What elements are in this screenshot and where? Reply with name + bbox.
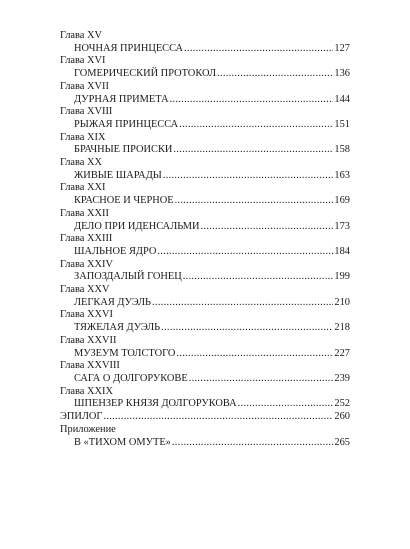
page-number: 184 — [334, 245, 350, 257]
page-number: 239 — [334, 372, 350, 384]
toc-entry-23[interactable] — [60, 246, 350, 259]
appendix-title: В «ТИХОМ ОМУТЕ» — [74, 436, 171, 448]
toc-entry-16[interactable] — [60, 68, 350, 81]
chapter-title: РЫЖАЯ ПРИНЦЕССА — [74, 118, 179, 130]
page-number: 199 — [334, 271, 350, 283]
chapter-title: ШАЛЬНОЕ ЯДРО — [74, 245, 157, 257]
chapter-heading-25: Глава XXV — [60, 284, 110, 296]
chapter-title: ЛЕГКАЯ ДУЭЛЬ — [74, 296, 152, 308]
page-number: 260 — [334, 411, 350, 423]
toc-entry-25[interactable] — [60, 297, 350, 310]
toc-entry-appendix[interactable] — [60, 437, 350, 450]
chapter-title: ЗАПОЗДАЛЫЙ ГОНЕЦ — [74, 271, 182, 283]
toc-entry-28[interactable] — [60, 373, 350, 386]
toc-entry-18[interactable] — [60, 119, 350, 132]
chapter-heading-17: Глава XVII — [60, 80, 109, 92]
toc-entry-15[interactable] — [60, 43, 350, 56]
toc-entry-19[interactable] — [60, 144, 350, 157]
chapter-heading-29: Глава XXIX — [60, 385, 113, 397]
dot-leader — [172, 437, 334, 450]
page-number: 265 — [334, 436, 350, 448]
page-number: 210 — [334, 296, 350, 308]
toc-entry-21[interactable] — [60, 195, 350, 208]
dot-leader — [183, 271, 334, 284]
page-number: 252 — [334, 398, 350, 410]
dot-leader — [161, 322, 333, 335]
toc-entry-22[interactable] — [60, 221, 350, 234]
page-number: 151 — [334, 118, 350, 130]
table-of-contents — [60, 30, 350, 449]
chapter-heading-20: Глава XX — [60, 157, 103, 169]
appendix-heading: Приложение — [60, 423, 116, 435]
page-number: 136 — [334, 68, 350, 80]
page-number: 169 — [334, 195, 350, 207]
page-number: 163 — [334, 169, 350, 181]
dot-leader — [152, 297, 333, 310]
dot-leader — [157, 246, 333, 259]
chapter-heading-28: Глава XXVIII — [60, 360, 120, 372]
chapter-heading-24: Глава XXIV — [60, 258, 113, 270]
chapter-title: ГОМЕРИЧЕСКИЙ ПРОТОКОЛ — [74, 68, 217, 80]
chapter-heading-21: Глава XXI — [60, 182, 106, 194]
dot-leader — [170, 94, 334, 107]
chapter-title: КРАСНОЕ И ЧЕРНОЕ — [74, 195, 174, 207]
dot-leader — [201, 221, 334, 234]
page-number: 173 — [334, 220, 350, 232]
toc-entry-29[interactable] — [60, 398, 350, 411]
epilogue-title: ЭПИЛОГ — [60, 411, 103, 423]
dot-leader — [175, 195, 334, 208]
dot-leader — [179, 119, 333, 132]
dot-leader — [176, 348, 333, 361]
chapter-title: САГА О ДОЛГОРУКОВЕ — [74, 372, 188, 384]
chapter-heading-19: Глава XIX — [60, 131, 106, 143]
chapter-heading-23: Глава XXIII — [60, 233, 113, 245]
dot-leader — [217, 68, 333, 81]
chapter-title: ШПЕНЗЕР КНЯЗЯ ДОЛГОРУКОВА — [74, 398, 237, 410]
page-number: 127 — [334, 42, 350, 54]
chapter-title: ДЕЛО ПРИ ИДЕНСАЛЬМИ — [74, 220, 200, 232]
dot-leader — [189, 373, 334, 386]
dot-leader — [238, 398, 334, 411]
chapter-heading-16: Глава XVI — [60, 55, 106, 67]
toc-entry-20[interactable] — [60, 170, 350, 183]
toc-entry-26[interactable] — [60, 322, 350, 335]
chapter-heading-18: Глава XVIII — [60, 106, 113, 118]
toc-entry-27[interactable] — [60, 348, 350, 361]
page-number: 227 — [334, 347, 350, 359]
chapter-heading-15: Глава XV — [60, 30, 103, 41]
chapter-title: ЖИВЫЕ ШАРАДЫ — [74, 169, 162, 181]
toc-entry-17[interactable] — [60, 94, 350, 107]
chapter-title: БРАЧНЫЕ ПРОИСКИ — [74, 144, 173, 156]
page-number: 144 — [334, 93, 350, 105]
chapter-heading-22: Глава XXII — [60, 207, 109, 219]
chapter-title: НОЧНАЯ ПРИНЦЕССА — [74, 42, 184, 54]
dot-leader — [173, 144, 333, 157]
dot-leader — [184, 43, 333, 56]
page-number: 158 — [334, 144, 350, 156]
dot-leader — [163, 170, 334, 183]
dot-leader — [103, 411, 333, 424]
chapter-title: МУЗЕУМ ТОЛСТОГО — [74, 347, 176, 359]
toc-entry-24[interactable] — [60, 271, 350, 284]
chapter-title: ДУРНАЯ ПРИМЕТА — [74, 93, 169, 105]
toc-entry-epilogue[interactable] — [60, 411, 350, 424]
chapter-heading-27: Глава XXVII — [60, 334, 117, 346]
chapter-title: ТЯЖЕЛАЯ ДУЭЛЬ — [74, 322, 161, 334]
chapter-heading-26: Глава XXVI — [60, 309, 113, 321]
page-number: 218 — [334, 322, 350, 334]
